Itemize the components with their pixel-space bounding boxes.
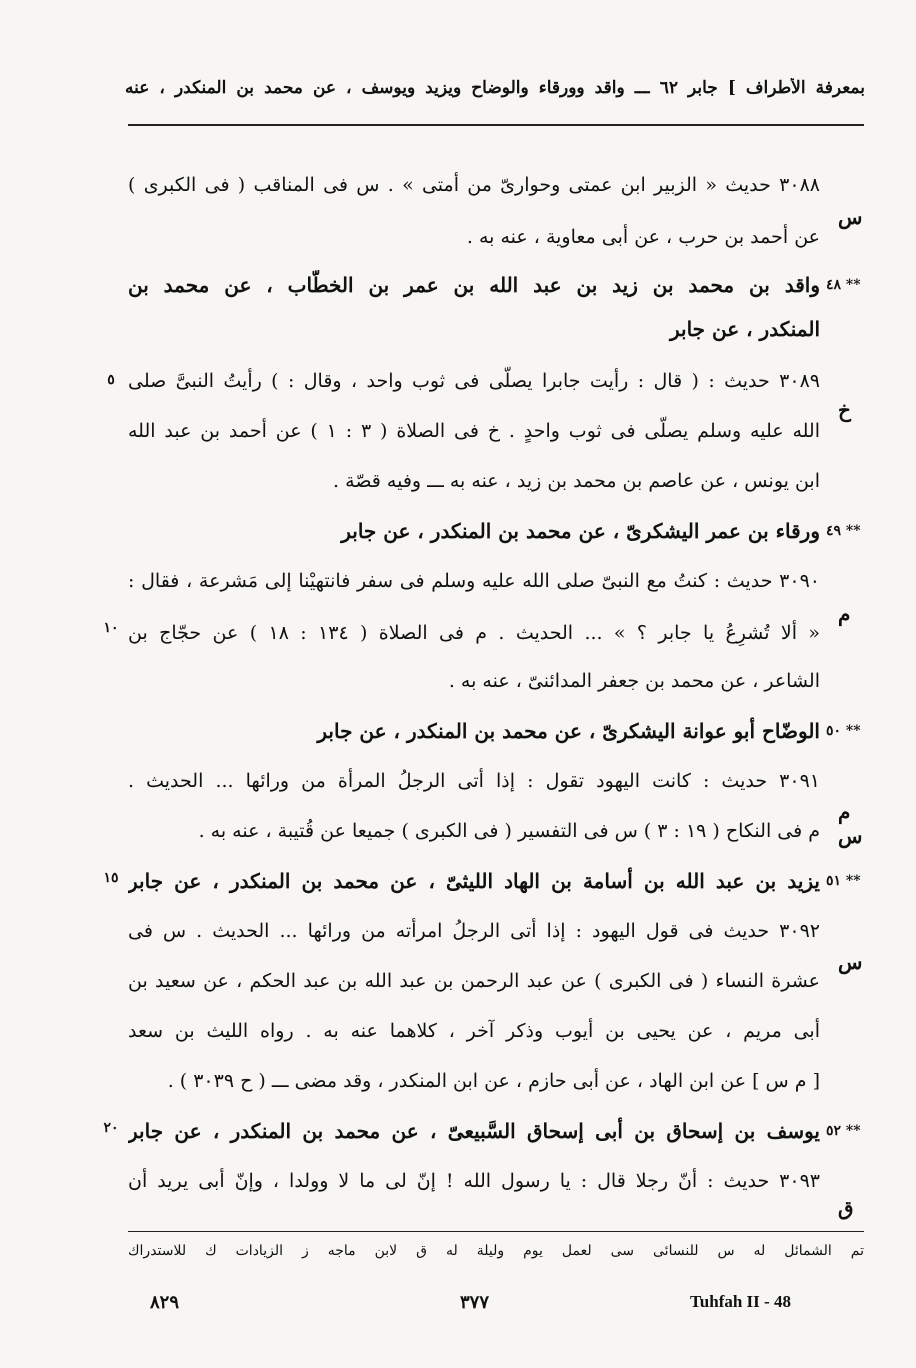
hadith-3092-line-4: [ م س ] عن ابن الهاد ، عن أبى حازم ، عن ابن المنكدر ، وقد مضى ـــ ( ح ٣٠٣٩ ) . bbox=[167, 1070, 820, 1092]
hadith-3092-line-3: أبى مريم ، عن يحيى بن أيوب وذكر آخر ، كلاهما عنه به . رواه الليث بن سعد bbox=[128, 1020, 820, 1042]
hadith-3089-sigla: خ bbox=[838, 398, 851, 422]
hadith-3089-line-1: ٣٠٨٩ حديث : ( قال : رأيت جابرا يصلّى فى ثوب واحد ، وقال : ) رأيتُ النبىَّ صلى bbox=[128, 370, 820, 392]
section-52-heading: يوسف بن إسحاق بن أبى إسحاق السَّبيعىّ ، عن محمد بن المنكدر ، عن جابر bbox=[128, 1119, 820, 1143]
hadith-3088-line-1: ٣٠٨٨ حديث « الزبير ابن عمتى وحوارىّ من أمتى » . س فى المناقب ( فى الكبرى ) bbox=[128, 174, 820, 196]
hadith-3090-sigla: م bbox=[838, 602, 851, 626]
footer-rule bbox=[128, 1231, 864, 1232]
hadith-3088-sigla: س bbox=[838, 205, 863, 229]
hadith-3091-line-2: م فى النكاح ( ١٩ : ٣ ) س فى التفسير ( فى الكبرى ) جميعا عن قُتيبة ، عنه به . bbox=[198, 820, 820, 842]
section-48-marker: ٤٨ ** bbox=[826, 277, 861, 293]
page-number-center: ٣٧٧ bbox=[460, 1292, 490, 1313]
line-number-10: ١٠ bbox=[103, 620, 119, 636]
hadith-3093-line-1: ٣٠٩٣ حديث : أنّ رجلا قال : يا رسول الله ! إنّ لى ما لا وولدا ، وإنّ أبى يريد أن bbox=[128, 1170, 820, 1192]
sigla-legend: تم الشمائل له س للنسائى سى لعمل يوم وليلة له ق لابن ماجه ز الزيادات ك للاستدراك bbox=[128, 1243, 864, 1259]
section-50-heading: الوضّاح أبو عوانة اليشكرىّ ، عن محمد بن المنكدر ، عن جابر bbox=[317, 719, 820, 743]
page-number-arabic-left: ٨٢٩ bbox=[150, 1292, 180, 1313]
section-50-marker: ٥٠ ** bbox=[826, 723, 861, 739]
section-51-marker: ٥١ ** bbox=[826, 873, 861, 889]
hadith-3090-line-3: الشاعر ، عن محمد بن جعفر المدائنىّ ، عنه به . bbox=[448, 670, 820, 692]
volume-page-label: Tuhfah II - 48 bbox=[690, 1292, 791, 1311]
hadith-3089-line-2: الله عليه وسلم يصلّى فى ثوب واحدٍ . خ فى الصلاة ( ٣ : ١ ) عن أحمد بن عبد الله bbox=[128, 420, 820, 442]
section-48-heading-line-1: واقد بن محمد بن زيد بن عبد الله بن عمر بن الخطّاب ، عن محمد بن bbox=[128, 273, 820, 297]
running-header: بمعرفة الأطراف ] جابر ٦٢ ـــ واقد وورقاء والوضاح ويزيد ويوسف ، عن محمد بن المنكدر ، عنه bbox=[125, 78, 865, 98]
section-51-heading: يزيد بن عبد الله بن أسامة بن الهاد الليثىّ ، عن محمد بن المنكدر ، عن جابر bbox=[128, 869, 820, 893]
line-number-20: ٢٠ bbox=[103, 1120, 119, 1136]
header-rule bbox=[128, 124, 864, 126]
hadith-3092-line-2: عشرة النساء ( فى الكبرى ) عن عبد الرحمن بن عبد الله بن عبد الحكم ، عن سعيد بن bbox=[128, 970, 820, 992]
line-number-5: ٥ bbox=[107, 372, 115, 388]
hadith-3090-line-2: « ألا تُشرِعُ يا جابر ؟ » ... الحديث . م فى الصلاة ( ١٣٤ : ١٨ ) عن حجّاج بن bbox=[128, 622, 820, 644]
hadith-3092-line-1: ٣٠٩٢ حديث فى قول اليهود : إذا أتى الرجلُ امرأته من ورائها ... الحديث . س فى bbox=[128, 920, 820, 942]
hadith-3091-line-1: ٣٠٩١ حديث : كانت اليهود تقول : إذا أتى الرجلُ المرأة من ورائها ... الحديث . bbox=[128, 770, 820, 792]
hadith-3092-sigla: س bbox=[838, 950, 863, 974]
section-49-heading: ورقاء بن عمر اليشكرىّ ، عن محمد بن المنكدر ، عن جابر bbox=[341, 519, 820, 543]
section-52-marker: ٥٢ ** bbox=[826, 1123, 861, 1139]
hadith-3089-line-3: ابن يونس ، عن عاصم بن محمد بن زيد ، عنه به ـــ وفيه قصّة . bbox=[333, 470, 820, 492]
hadith-3088-line-2: عن أحمد بن حرب ، عن أبى معاوية ، عنه به . bbox=[466, 226, 820, 248]
section-48-heading-line-2: المنكدر ، عن جابر bbox=[669, 317, 820, 341]
line-number-15: ١٥ bbox=[103, 870, 119, 886]
hadith-3093-sigla: ق bbox=[838, 1196, 854, 1220]
section-49-marker: ٤٩ ** bbox=[826, 523, 861, 539]
hadith-3090-line-1: ٣٠٩٠ حديث : كنتُ مع النبىّ صلى الله عليه وسلم فى سفر فانتهيْنا إلى مَشرعة ، فقال : bbox=[128, 570, 820, 592]
hadith-3091-sigla: م س bbox=[838, 800, 863, 848]
